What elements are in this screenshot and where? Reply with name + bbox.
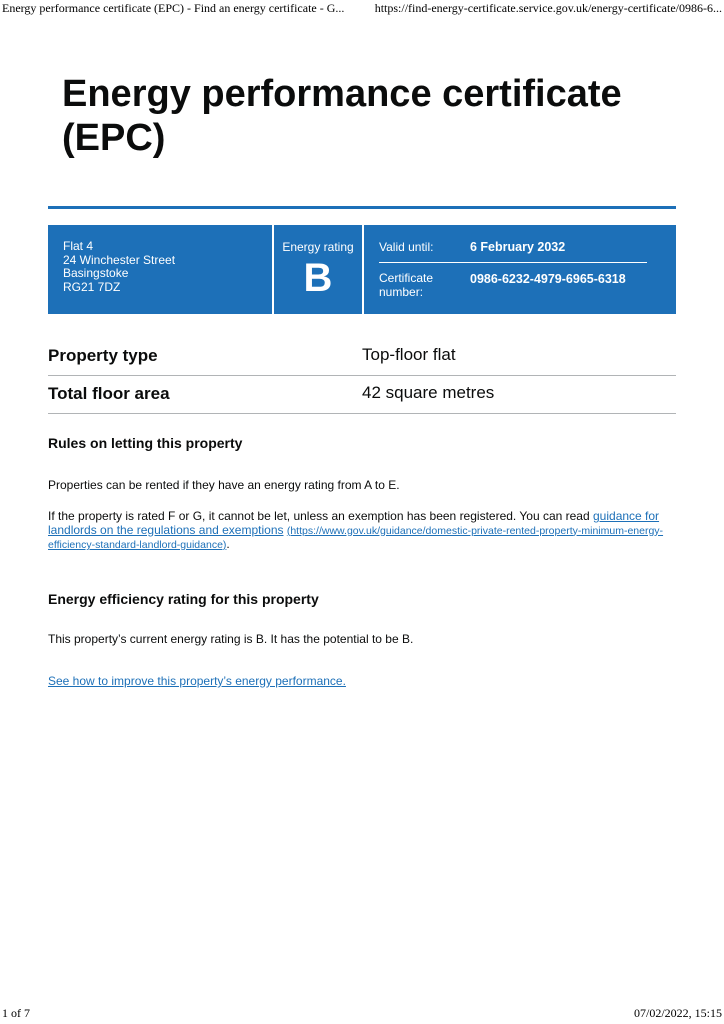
sentence-end: . (226, 537, 230, 551)
rules-exemption-text: If the property is rated F or G, it cannot be let, unless an exemption has been registered. You can read (48, 509, 593, 523)
page-title: Energy performance certificate (EPC) (62, 73, 622, 159)
address-line: 24 Winchester Street (63, 252, 176, 267)
address-line: RG21 7DZ (63, 279, 121, 294)
property-address (63, 240, 175, 294)
banner-divider (362, 225, 364, 314)
energy-rating-label: Energy rating (282, 240, 354, 254)
summary-value: 42 square metres (362, 383, 495, 402)
landlord-guidance-url[interactable]: (https://www.gov.uk/guidance/domestic-private-rented-property-minimum-energy-efficiency-standard-landlord-guidance) (48, 524, 664, 551)
banner-inner-divider (379, 262, 647, 263)
valid-until-value: 6 February 2032 (470, 240, 566, 254)
efficiency-paragraph: This property’s current energy rating is B. It has the potential to be B. (48, 632, 414, 646)
improve-performance-link[interactable]: See how to improve this property’s energy performance. (48, 674, 346, 688)
rules-paragraph: Properties can be rented if they have an energy rating from A to E. (48, 478, 400, 492)
epc-summary-banner (48, 225, 676, 314)
title-divider (48, 206, 676, 209)
address-line: Flat 4 (63, 239, 94, 253)
print-header (0, 0, 724, 18)
print-footer (0, 1006, 724, 1024)
energy-rating-value: B (303, 256, 333, 300)
summary-key: Property type (48, 346, 158, 365)
summary-value: Top-floor flat (362, 345, 456, 364)
valid-until-label: Valid until: (379, 240, 434, 254)
print-page-number: 1 of 7 (2, 1006, 30, 1020)
print-page-title: Energy performance certificate (EPC) - Find an energy certificate - G... (2, 1, 345, 15)
summary-row-property-type (48, 337, 676, 376)
efficiency-heading: Energy efficiency rating for this property (48, 591, 319, 607)
summary-key: Total floor area (48, 384, 170, 403)
rules-exemption-paragraph (48, 510, 676, 553)
certificate-number-label: Certificate number: (379, 271, 434, 299)
rules-heading: Rules on letting this property (48, 435, 243, 451)
summary-row-floor-area (48, 375, 676, 414)
landlord-guidance-link[interactable]: guidance for landlords on the regulations and exemptions (48, 509, 660, 537)
address-line: Basingstoke (63, 266, 129, 280)
improve-paragraph (48, 675, 676, 689)
certificate-number-value: 0986-6232-4979-6965-6318 (470, 272, 626, 286)
print-url: https://find-energy-certificate.service.gov.uk/energy-certificate/0986-6... (374, 1, 722, 15)
print-datetime: 07/02/2022, 15:15 (633, 1006, 722, 1020)
